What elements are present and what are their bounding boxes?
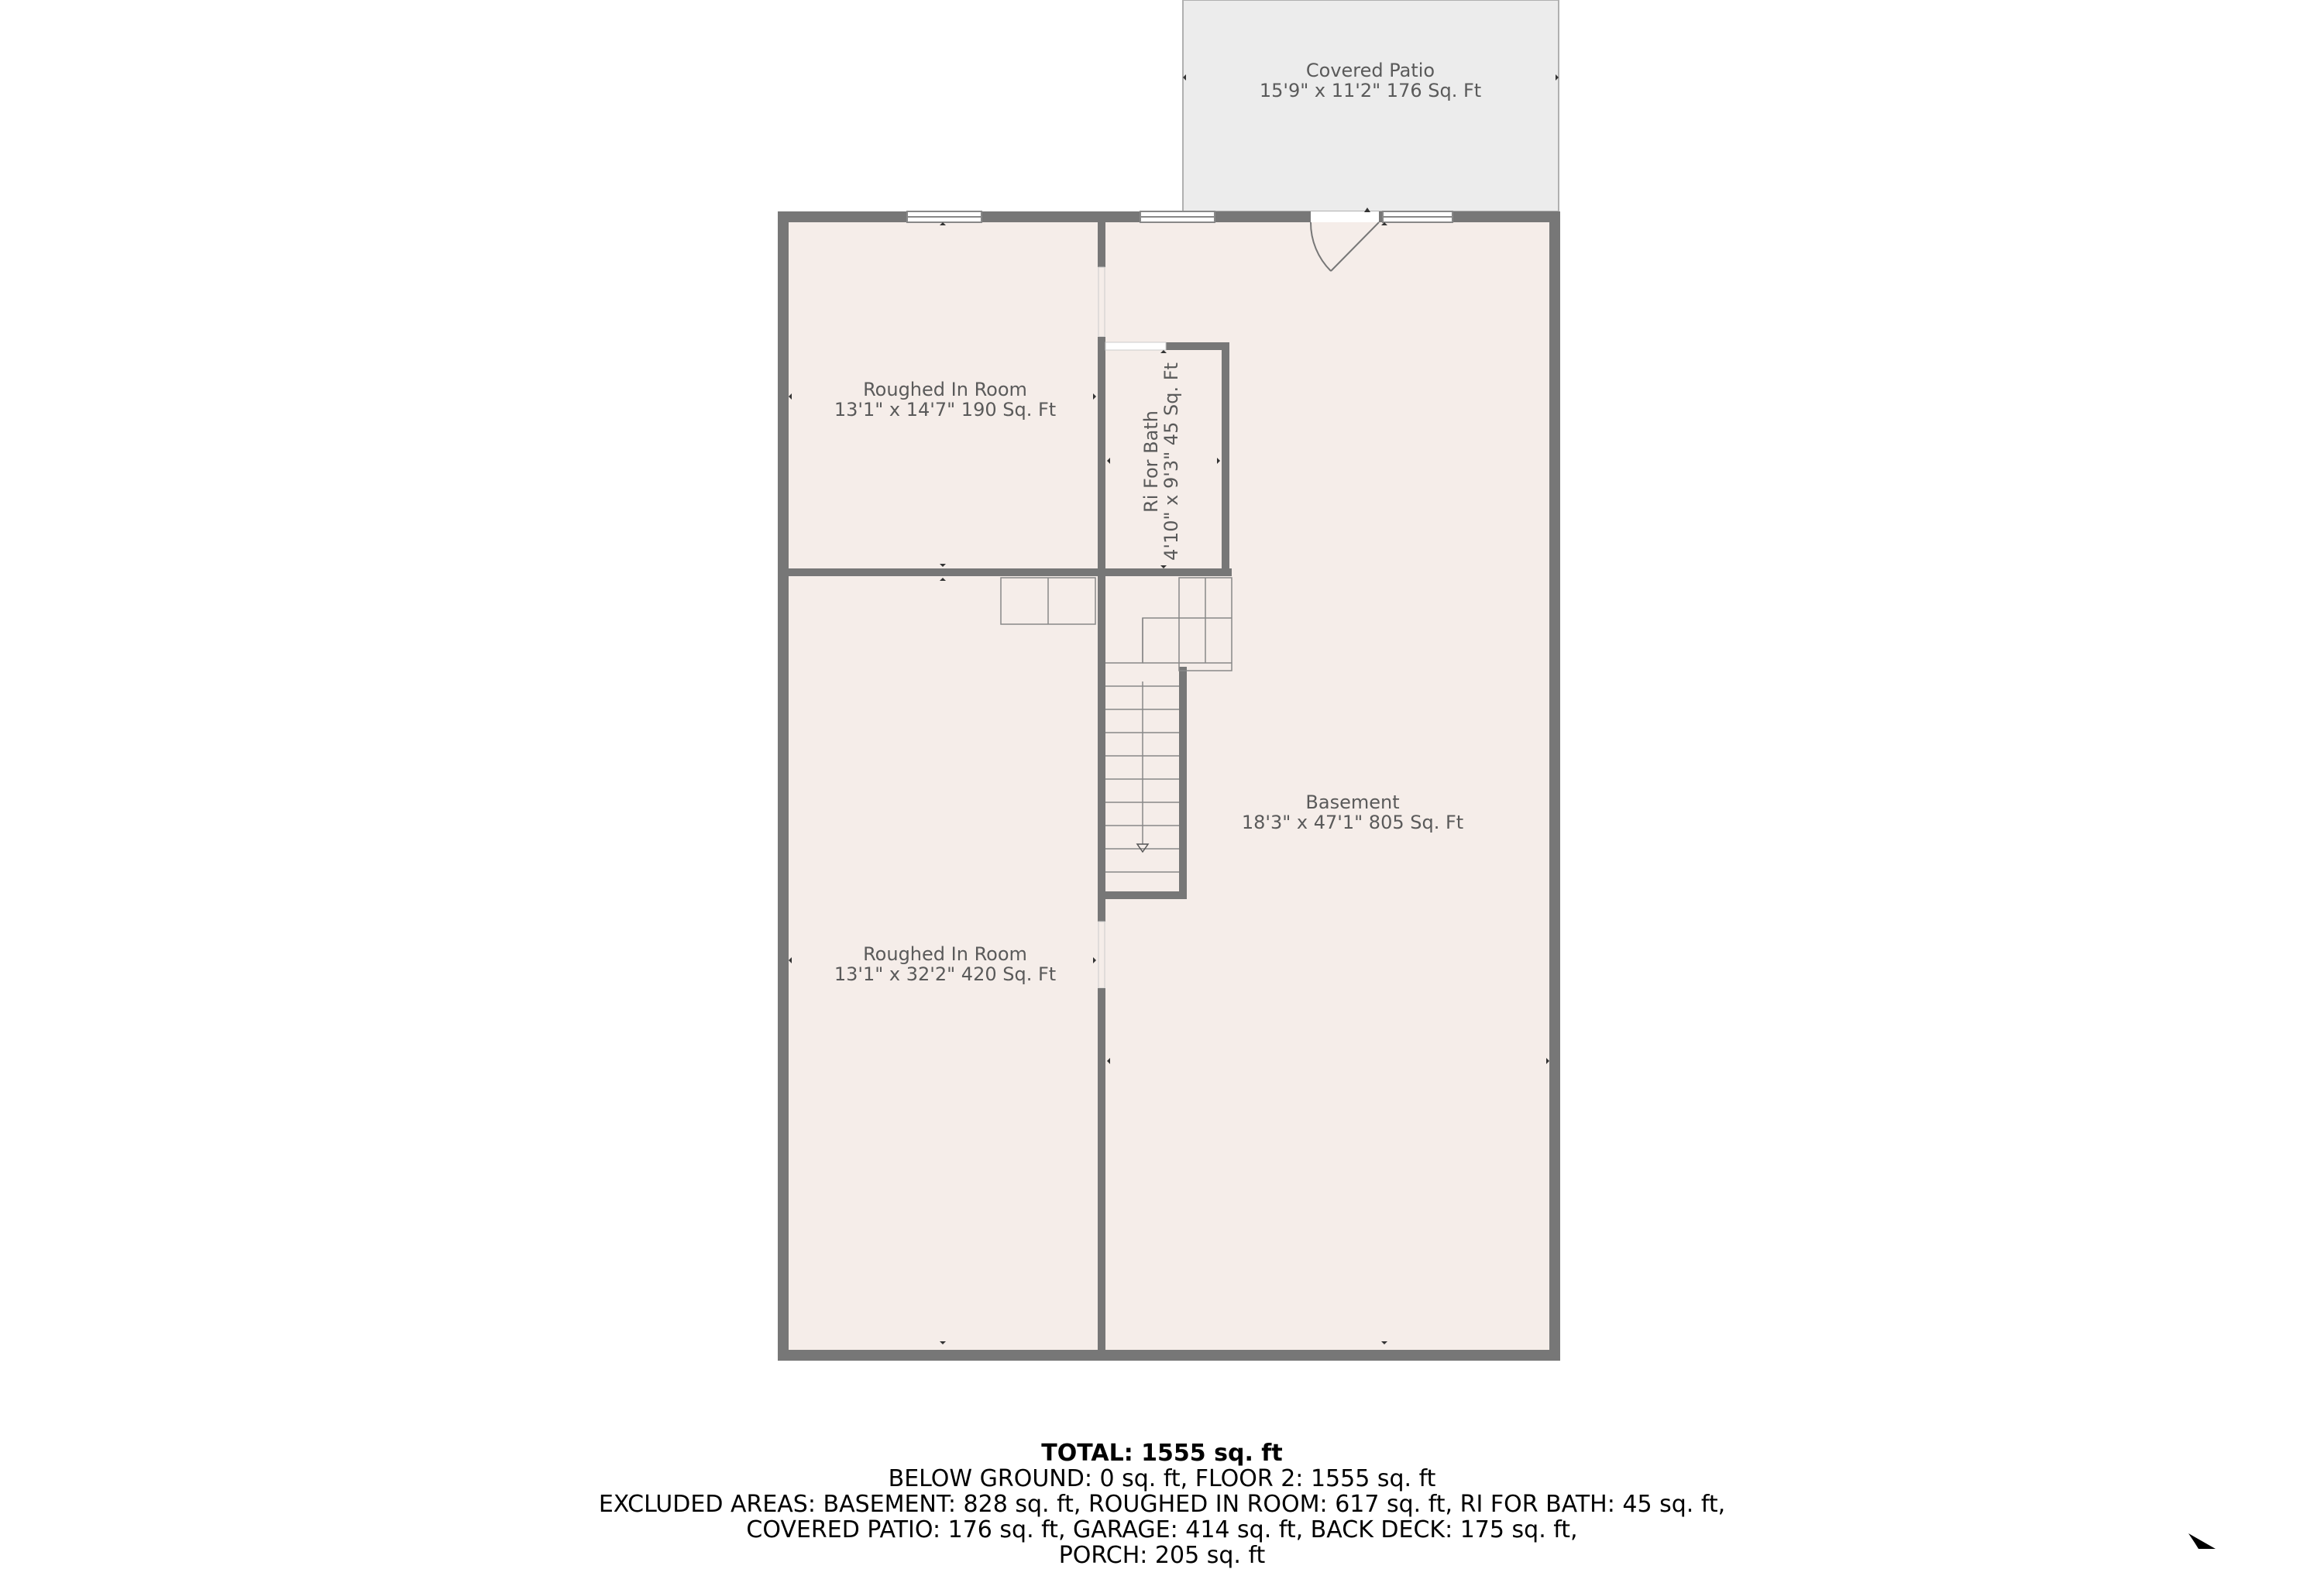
window: [1140, 211, 1215, 222]
opening: [1098, 267, 1105, 337]
room-dims-ri-for-bath: 4'10" x 9'3" 45 Sq. Ft: [1160, 362, 1182, 561]
area-summary: [0, 1440, 2324, 1568]
summary-line: EXCLUDED AREAS: BASEMENT: 828 sq. ft, ROUGHED IN ROOM: 617 sq. ft, RI FOR BATH: 45 sq. ft,: [598, 1491, 1726, 1518]
room-name-ri-for-bath: Ri For Bath: [1140, 410, 1162, 513]
summary-line: COVERED PATIO: 176 sq. ft, GARAGE: 414 sq. ft, BACK DECK: 175 sq. ft,: [746, 1516, 1578, 1543]
summary-total: TOTAL: 1555 sq. ft: [1041, 1440, 1283, 1467]
window: [907, 211, 982, 222]
summary-line: BELOW GROUND: 0 sq. ft, FLOOR 2: 1555 sq. ft: [888, 1465, 1436, 1492]
opening: [1105, 342, 1166, 350]
covered-patio-area: [1183, 0, 1559, 211]
room-name-roughed-in-room-upper: Roughed In Room: [863, 379, 1027, 400]
room-dims-roughed-in-room-lower: 13'1" x 32'2" 420 Sq. Ft: [834, 963, 1057, 985]
room-name-basement: Basement: [1305, 791, 1400, 813]
room-dims-basement: 18'3" x 47'1" 805 Sq. Ft: [1241, 812, 1464, 833]
room-dims-covered-patio: 15'9" x 11'2" 176 Sq. Ft: [1259, 80, 1482, 101]
opening: [1098, 922, 1105, 988]
room-name-covered-patio: Covered Patio: [1305, 60, 1435, 81]
room-dims-roughed-in-room-upper: 13'1" x 14'7" 190 Sq. Ft: [834, 399, 1057, 421]
room-name-roughed-in-room-lower: Roughed In Room: [863, 943, 1027, 965]
window: [1383, 211, 1452, 222]
summary-line: PORCH: 205 sq. ft: [1058, 1542, 1266, 1569]
